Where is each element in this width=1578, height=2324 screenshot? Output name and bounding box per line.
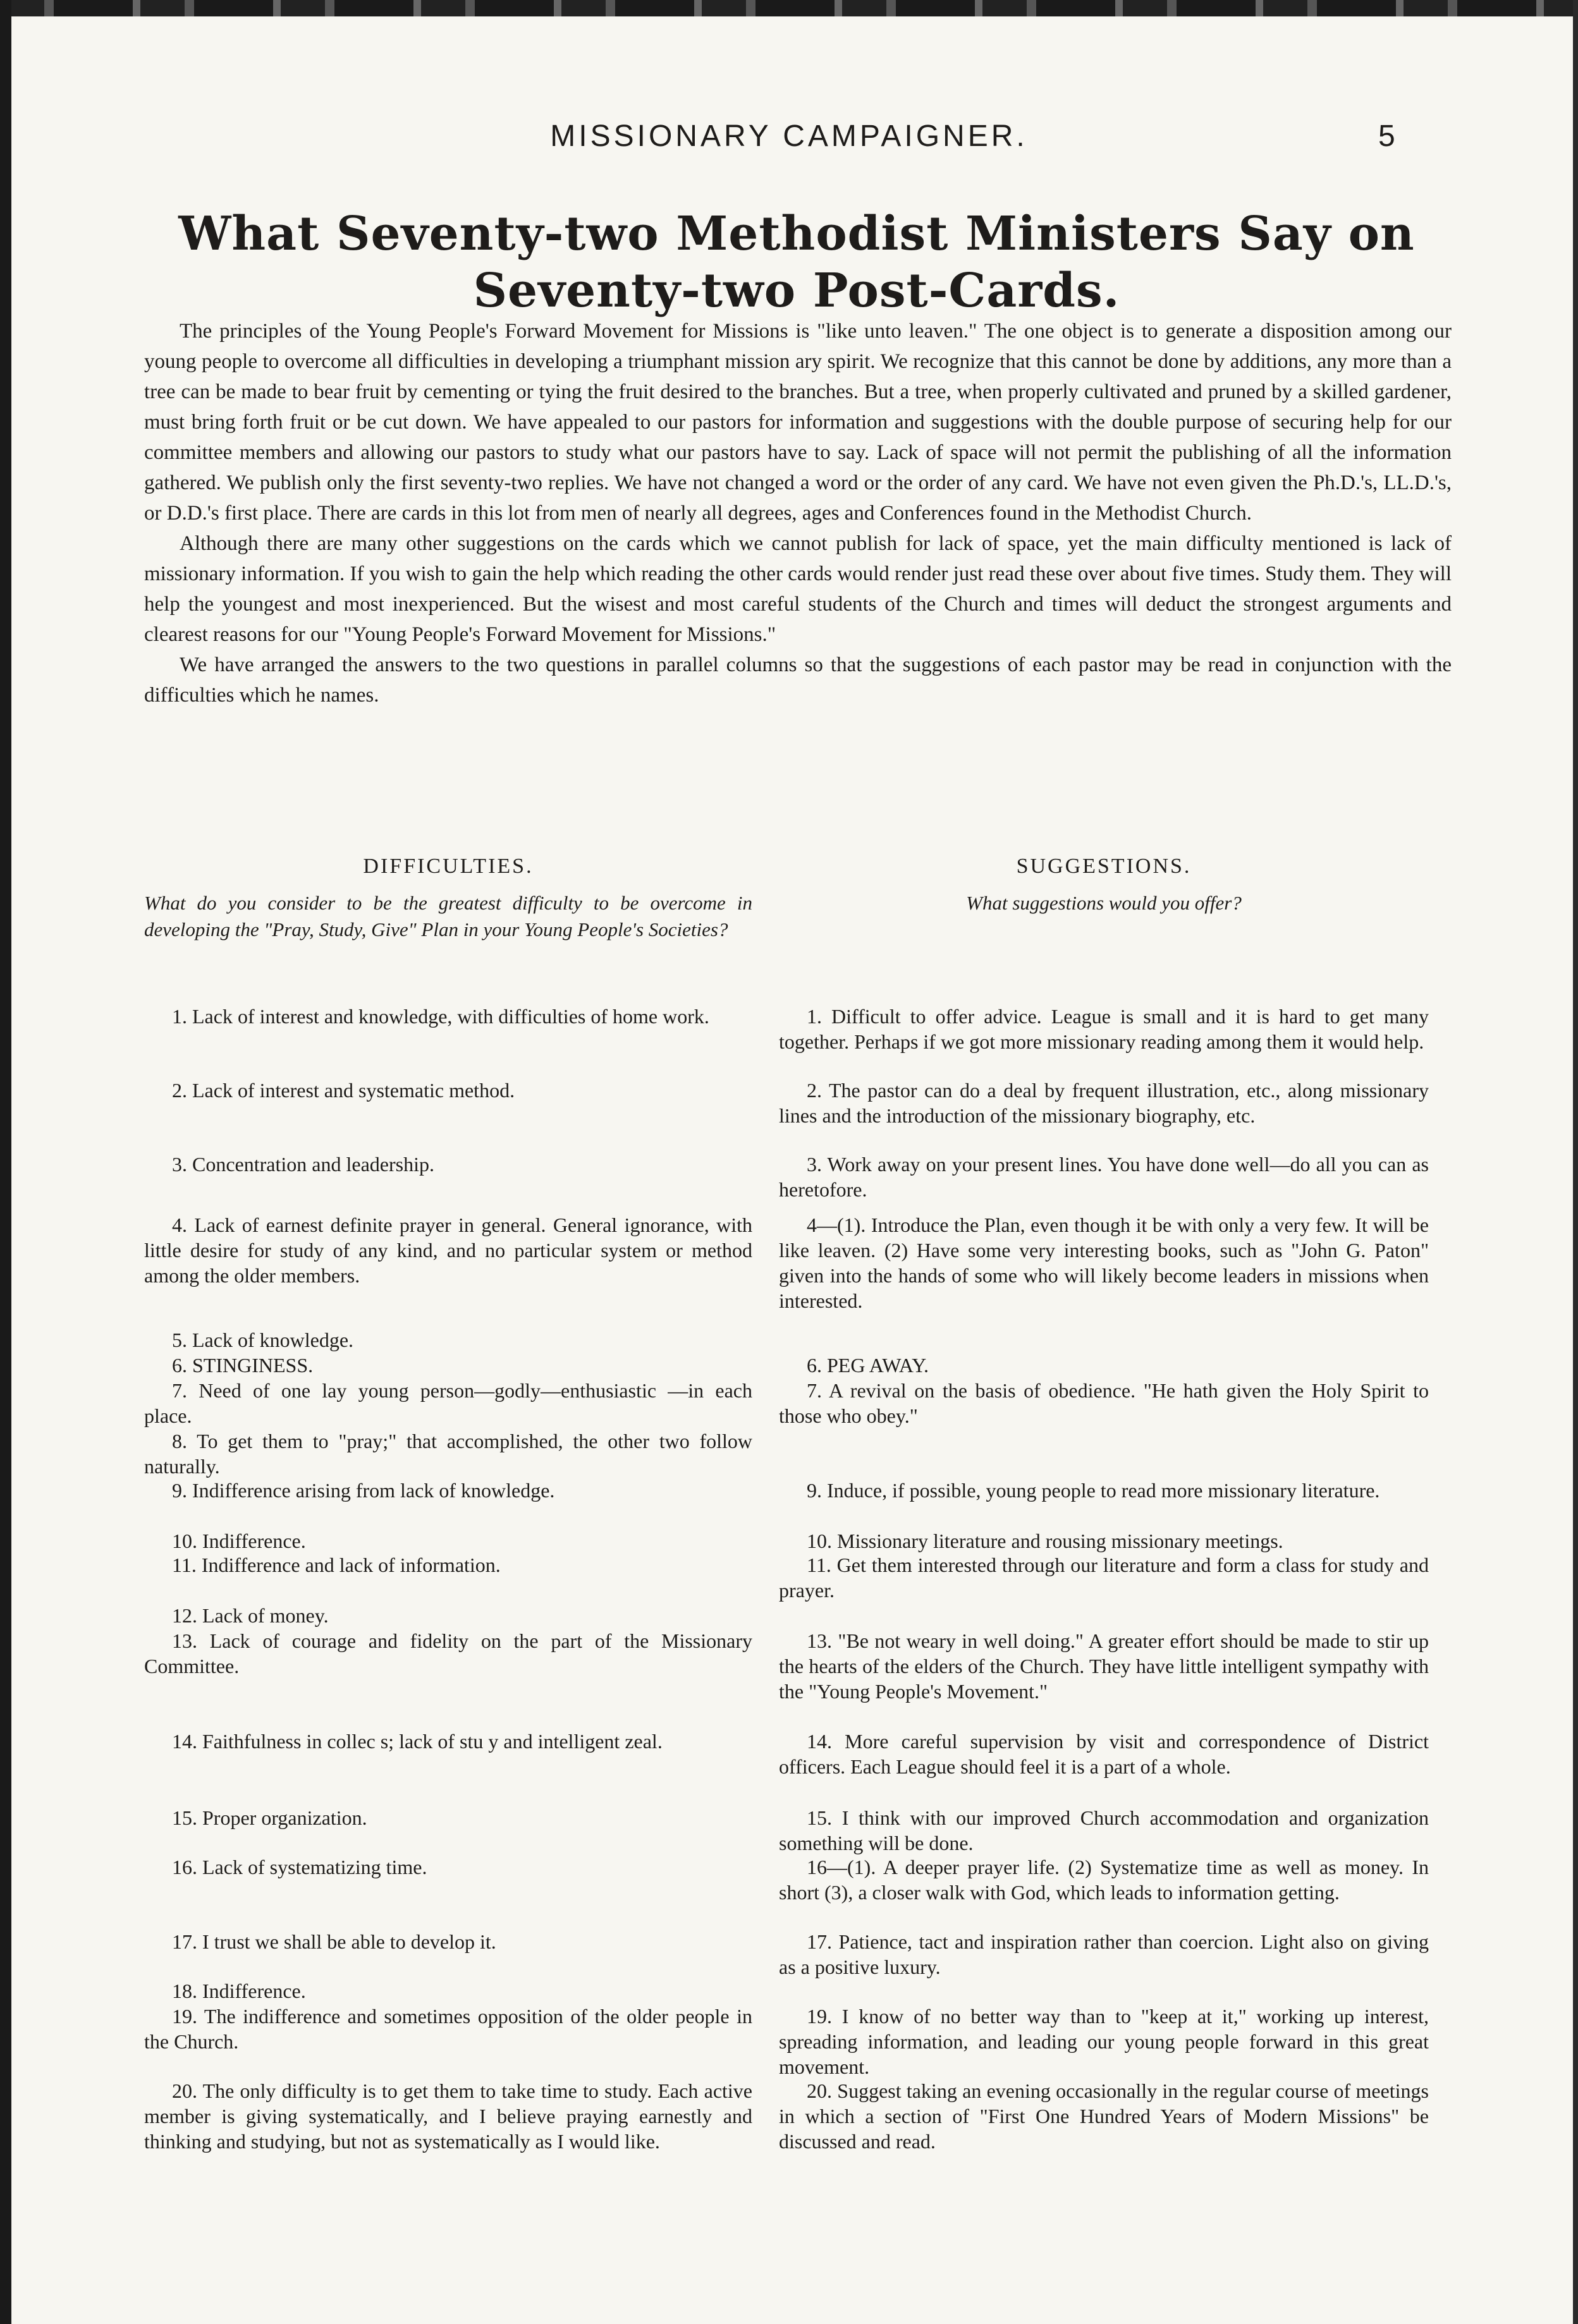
suggestion-item: 2. The pastor can do a deal by frequent illustration, etc., along missionary lines and the introduction of the missionary biography, etc.: [779, 1079, 1429, 1127]
intro-text: [144, 316, 1452, 710]
page-number: 5: [1378, 119, 1395, 153]
suggestions-question: What suggestions would you offer?: [966, 892, 1242, 914]
suggestion-item: 10. Missionary literature and rousing missionary meetings.: [807, 1530, 1283, 1552]
scan-right-edge: [1573, 0, 1578, 2324]
scan-top-edge: [0, 0, 1578, 16]
suggestion-item: 9. Induce, if possible, young people to read more missionary literature.: [807, 1479, 1380, 1502]
difficulty-item: 3. Concentration and leadership.: [172, 1153, 434, 1176]
intro-paragraph: The principles of the Young People's Forward Movement for Missions is "like unto leaven." The one object is to generate a disposition among our young people to overcome all difficulties in developing a triumphant mission ary spirit. We recognize that this cannot be done by additions, any more than a tree can be made to bear fruit by cementing or tying the fruit desired to the branches. But a tree, when properly cultivated and pruned by a skilled gardener, must bring forth fruit or be cut down. We have appealed to our pastors for information and suggestions with the double purpose of securing help for our committee members and allowing our pastors to study what our pastors have to say. Lack of space will not permit the publishing of all the information gathered. We publish only the first seventy-two replies. We have not changed a word or the order of any card. We have not even given the Ph.D.'s, LL.D.'s, or D.D.'s first place. There are cards in this lot from men of nearly all degrees, ages and Conferences found in the Methodist Church.: [144, 320, 1452, 525]
difficulty-item: 16. Lack of systematizing time.: [172, 1856, 427, 1878]
difficulty-item: 7. Need of one lay young person—godly—enthusiastic —in each place.: [144, 1379, 752, 1427]
intro-paragraph: We have arranged the answers to the two questions in parallel columns so that the suggestions of each pastor may be read in conjunction with the difficulties which he names.: [144, 654, 1452, 707]
difficulty-item: 4. Lack of earnest definite prayer in general. General ignorance, with little desire for study of any kind, and no particular system or method among the older members.: [144, 1214, 752, 1287]
difficulty-item: 20. The only difficulty is to get them to take time to study. Each active member is giving systematically, and I believe praying earnestly and thinking and studying, but not as systematically as I would like.: [144, 2079, 752, 2153]
difficulty-item: 17. I trust we shall be able to develop it.: [172, 1930, 496, 1953]
suggestion-item: 4—(1). Introduce the Plan, even though it be with only a very few. It will be like leaven. (2) Have some very interesting books, such as "John G. Paton" given into the hands of some who will likely become leaders in missions when interested.: [779, 1214, 1429, 1312]
running-head: MISSIONARY CAMPAIGNER.: [550, 119, 1028, 153]
article-title: What Seventy-two Methodist Ministers Say on Seventy-two Post-Cards.: [178, 207, 1415, 318]
suggestion-item: 7. A revival on the basis of obedience. "He hath given the Holy Spirit to those who obey.": [779, 1379, 1429, 1427]
difficulty-item: 13. Lack of courage and fidelity on the part of the Missionary Committee.: [144, 1629, 752, 1677]
difficulty-item: 12. Lack of money.: [172, 1604, 329, 1627]
difficulties-question: What do you consider to be the greatest difficulty to be overcome in developing the "Pray, Study, Give" Plan in your Young People's Societies?: [144, 892, 752, 940]
difficulty-item: 14. Faithfulness in collec s; lack of stu y and intelligent zeal.: [172, 1730, 663, 1753]
suggestion-item: 3. Work away on your present lines. You have done well—do all you can as heretofore.: [779, 1153, 1429, 1201]
difficulty-item: 10. Indifference.: [172, 1530, 306, 1552]
suggestion-item: 13. "Be not weary in well doing." A greater effort should be made to stir up the hearts of the elders of the Church. They have little intelligent sympathy with the "Young People's Movement.": [779, 1629, 1429, 1703]
suggestion-item: 6. PEG AWAY.: [807, 1354, 929, 1377]
suggestion-item: 1. Difficult to offer advice. League is small and it is hard to get many together. Perhaps if we got more missionary reading among them it would help.: [779, 1005, 1429, 1053]
suggestion-item: 16—(1). A deeper prayer life. (2) Systematize time as well as money. In short (3), a closer walk with God, which leads to information getting.: [779, 1856, 1429, 1904]
difficulty-item: 1. Lack of interest and knowledge, with difficulties of home work.: [172, 1005, 709, 1028]
difficulty-item: 2. Lack of interest and systematic method.: [172, 1079, 515, 1102]
suggestion-item: 11. Get them interested through our literature and form a class for study and prayer.: [779, 1554, 1429, 1602]
suggestions-heading: SUGGESTIONS.: [1016, 855, 1192, 878]
suggestion-item: 19. I know of no better way than to "keep at it," working up interest, spreading information, and leading our young people forward in this great movement.: [779, 2005, 1429, 2078]
difficulty-item: 19. The indifference and sometimes opposition of the older people in the Church.: [144, 2005, 752, 2053]
scan-left-edge: [0, 0, 11, 2324]
suggestion-item: 15. I think with our improved Church accommodation and organization something will be done.: [779, 1806, 1429, 1854]
suggestion-item: 14. More careful supervision by visit and correspondence of District officers. Each League should feel it is a part of a whole.: [779, 1730, 1429, 1778]
difficulty-item: 11. Indifference and lack of information.: [172, 1554, 501, 1576]
suggestion-item: 17. Patience, tact and inspiration rather than coercion. Light also on giving as a positive luxury.: [779, 1930, 1429, 1978]
difficulty-item: 9. Indifference arising from lack of knowledge.: [172, 1479, 555, 1502]
difficulty-item: 6. STINGINESS.: [172, 1354, 314, 1377]
difficulty-item: 18. Indifference.: [172, 1980, 306, 2002]
suggestion-item: 20. Suggest taking an evening occasionally in the regular course of meetings in which a section of "First One Hundred Years of Modern Missions" be discussed and read.: [779, 2079, 1429, 2153]
intro-paragraph: Although there are many other suggestions on the cards which we cannot publish for lack of space, yet the main difficulty mentioned is lack of missionary information. If you wish to gain the help which reading the other cards would render just read these over about five times. Study them. They will help the youngest and most inexperienced. But the wisest and most careful students of the Church and times will deduct the strongest arguments and clearest reasons for our "Young People's Forward Movement for Missions.": [144, 532, 1452, 646]
difficulty-item: 15. Proper organization.: [172, 1806, 367, 1829]
difficulty-item: 8. To get them to "pray;" that accomplished, the other two follow naturally.: [144, 1430, 752, 1478]
difficulty-item: 5. Lack of knowledge.: [172, 1329, 354, 1351]
difficulties-heading: DIFFICULTIES.: [363, 855, 534, 878]
